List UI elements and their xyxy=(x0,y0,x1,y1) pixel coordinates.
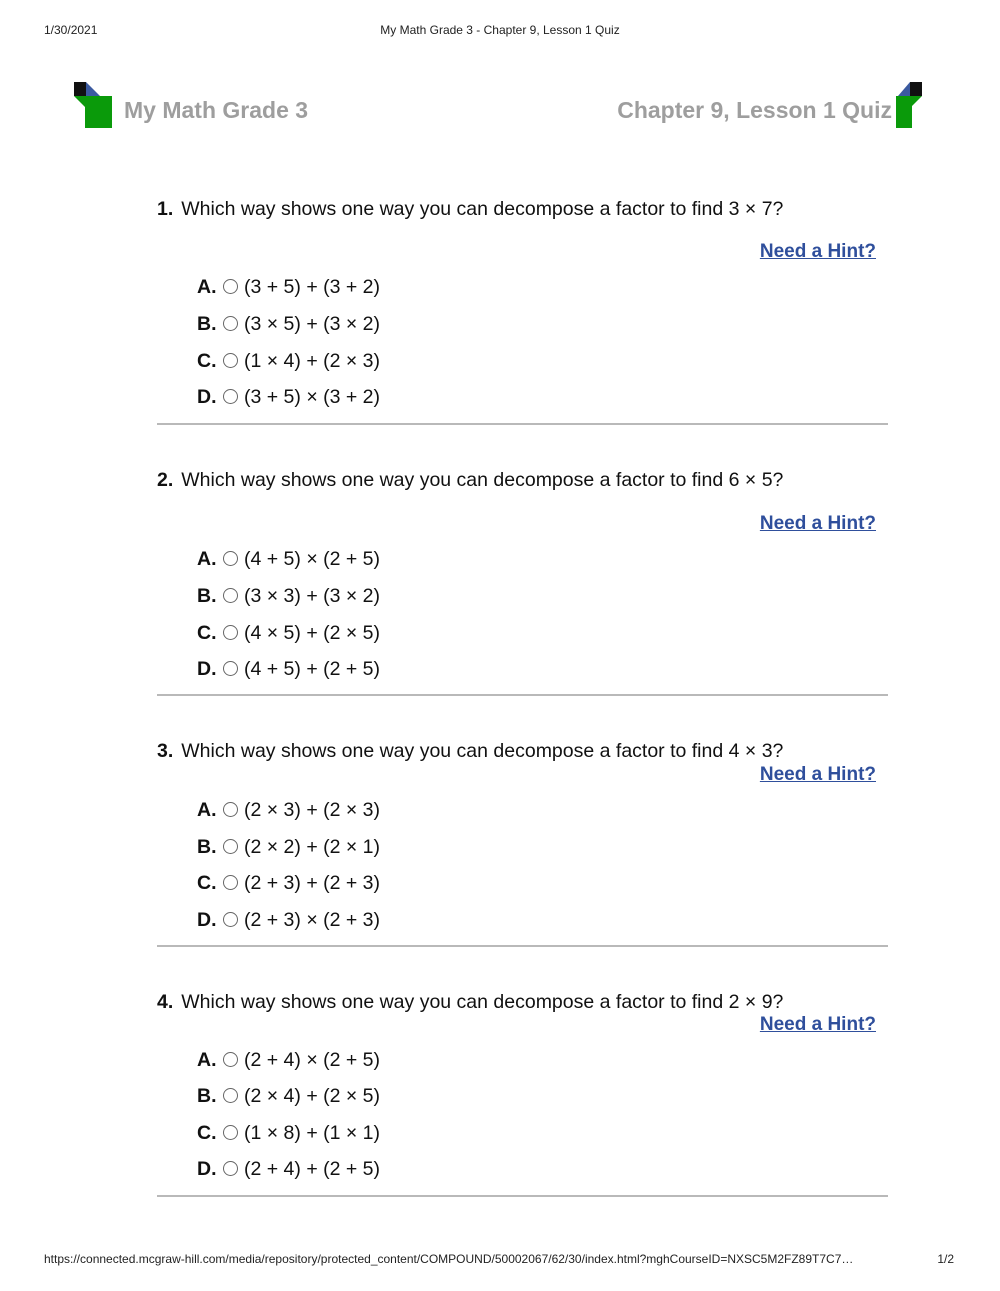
question-text xyxy=(157,740,783,763)
question-text xyxy=(157,198,783,221)
question-number: 2. xyxy=(157,469,174,491)
option-c[interactable] xyxy=(197,350,380,374)
option-text: (3 + 5) × (3 + 2) xyxy=(244,386,381,408)
print-url: https://connected.mcgraw-hill.com/media/repository/protected_content/COMPOUND/50002067/62/30/index.html?mghCourseID=NXSC5M2FZ89T7C7… xyxy=(44,1252,854,1266)
option-letter: D. xyxy=(197,658,217,680)
option-text: (3 × 5) + (3 × 2) xyxy=(244,313,381,335)
radio-button[interactable] xyxy=(223,1052,238,1067)
hint-link[interactable]: Need a Hint? xyxy=(759,513,876,534)
option-b[interactable] xyxy=(197,313,380,337)
radio-button[interactable] xyxy=(223,625,238,640)
option-text: (2 × 4) + (2 × 5) xyxy=(244,1085,381,1107)
print-header xyxy=(0,23,1000,39)
option-letter: A. xyxy=(197,276,217,298)
option-letter: D. xyxy=(197,909,217,931)
hint-link[interactable]: Need a Hint? xyxy=(759,1014,876,1035)
banner-corner-left-icon xyxy=(74,82,112,128)
question-number: 4. xyxy=(157,991,174,1013)
option-b[interactable] xyxy=(197,836,380,860)
radio-button[interactable] xyxy=(223,802,238,817)
option-letter: A. xyxy=(197,799,217,821)
option-letter: A. xyxy=(197,1049,217,1071)
option-a[interactable] xyxy=(197,276,380,300)
hint-link[interactable]: Need a Hint? xyxy=(759,764,876,785)
option-c[interactable] xyxy=(197,1122,380,1146)
question-divider xyxy=(157,945,888,947)
radio-button[interactable] xyxy=(223,912,238,927)
option-text: (2 × 3) + (2 × 3) xyxy=(244,799,381,821)
question-divider xyxy=(157,423,888,425)
banner-quiz-title: Chapter 9, Lesson 1 Quiz xyxy=(617,97,892,123)
question-prompt: Which way shows one way you can decompose a factor to find 6 × 5? xyxy=(181,469,784,491)
option-letter: B. xyxy=(197,1085,217,1107)
option-letter: C. xyxy=(197,1122,217,1144)
radio-button[interactable] xyxy=(223,1088,238,1103)
question-number: 1. xyxy=(157,198,174,220)
option-letter: B. xyxy=(197,585,217,607)
option-text: (4 + 5) + (2 + 5) xyxy=(244,658,381,680)
option-text: (2 + 3) × (2 + 3) xyxy=(244,909,381,931)
option-d[interactable] xyxy=(197,1158,380,1182)
banner-course-title: My Math Grade 3 xyxy=(124,97,309,123)
option-a[interactable] xyxy=(197,1049,380,1073)
option-letter: C. xyxy=(197,872,217,894)
question-divider xyxy=(157,1195,888,1197)
option-a[interactable] xyxy=(197,548,380,572)
option-d[interactable] xyxy=(197,386,380,410)
option-text: (4 + 5) × (2 + 5) xyxy=(244,548,381,570)
option-text: (1 × 8) + (1 × 1) xyxy=(244,1122,381,1144)
option-letter: D. xyxy=(197,386,217,408)
option-text: (2 × 2) + (2 × 1) xyxy=(244,836,381,858)
option-letter: B. xyxy=(197,836,217,858)
option-text: (3 × 3) + (3 × 2) xyxy=(244,585,381,607)
option-text: (2 + 4) × (2 + 5) xyxy=(244,1049,381,1071)
radio-button[interactable] xyxy=(223,661,238,676)
question-text xyxy=(157,991,783,1014)
quiz-banner xyxy=(74,82,922,130)
option-c[interactable] xyxy=(197,872,380,896)
radio-button[interactable] xyxy=(223,1161,238,1176)
question-number: 3. xyxy=(157,740,174,762)
option-letter: C. xyxy=(197,622,217,644)
option-d[interactable] xyxy=(197,658,380,682)
option-c[interactable] xyxy=(197,622,380,646)
question-text xyxy=(157,469,783,492)
option-text: (1 × 4) + (2 × 3) xyxy=(244,350,381,372)
radio-button[interactable] xyxy=(223,389,238,404)
print-footer xyxy=(0,1252,1000,1268)
radio-button[interactable] xyxy=(223,316,238,331)
option-text: (4 × 5) + (2 × 5) xyxy=(244,622,381,644)
radio-button[interactable] xyxy=(223,839,238,854)
question-prompt: Which way shows one way you can decompose a factor to find 2 × 9? xyxy=(181,991,784,1013)
radio-button[interactable] xyxy=(223,588,238,603)
option-d[interactable] xyxy=(197,909,380,933)
banner-corner-right-icon xyxy=(896,82,922,128)
question-prompt: Which way shows one way you can decompose a factor to find 3 × 7? xyxy=(181,198,784,220)
question-prompt: Which way shows one way you can decompose a factor to find 4 × 3? xyxy=(181,740,784,762)
option-b[interactable] xyxy=(197,585,380,609)
option-a[interactable] xyxy=(197,799,380,823)
option-text: (2 + 4) + (2 + 5) xyxy=(244,1158,381,1180)
radio-button[interactable] xyxy=(223,551,238,566)
question-divider xyxy=(157,694,888,696)
radio-button[interactable] xyxy=(223,1125,238,1140)
radio-button[interactable] xyxy=(223,875,238,890)
print-page-number: 1/2 xyxy=(937,1252,954,1266)
option-text: (2 + 3) + (2 + 3) xyxy=(244,872,381,894)
print-date: 1/30/2021 xyxy=(44,23,98,37)
radio-button[interactable] xyxy=(223,279,238,294)
option-letter: C. xyxy=(197,350,217,372)
hint-link[interactable]: Need a Hint? xyxy=(759,241,876,262)
option-b[interactable] xyxy=(197,1085,380,1109)
print-page-title: My Math Grade 3 - Chapter 9, Lesson 1 Quiz xyxy=(380,23,620,37)
option-letter: A. xyxy=(197,548,217,570)
option-letter: B. xyxy=(197,313,217,335)
option-text: (3 + 5) + (3 + 2) xyxy=(244,276,381,298)
option-letter: D. xyxy=(197,1158,217,1180)
radio-button[interactable] xyxy=(223,353,238,368)
